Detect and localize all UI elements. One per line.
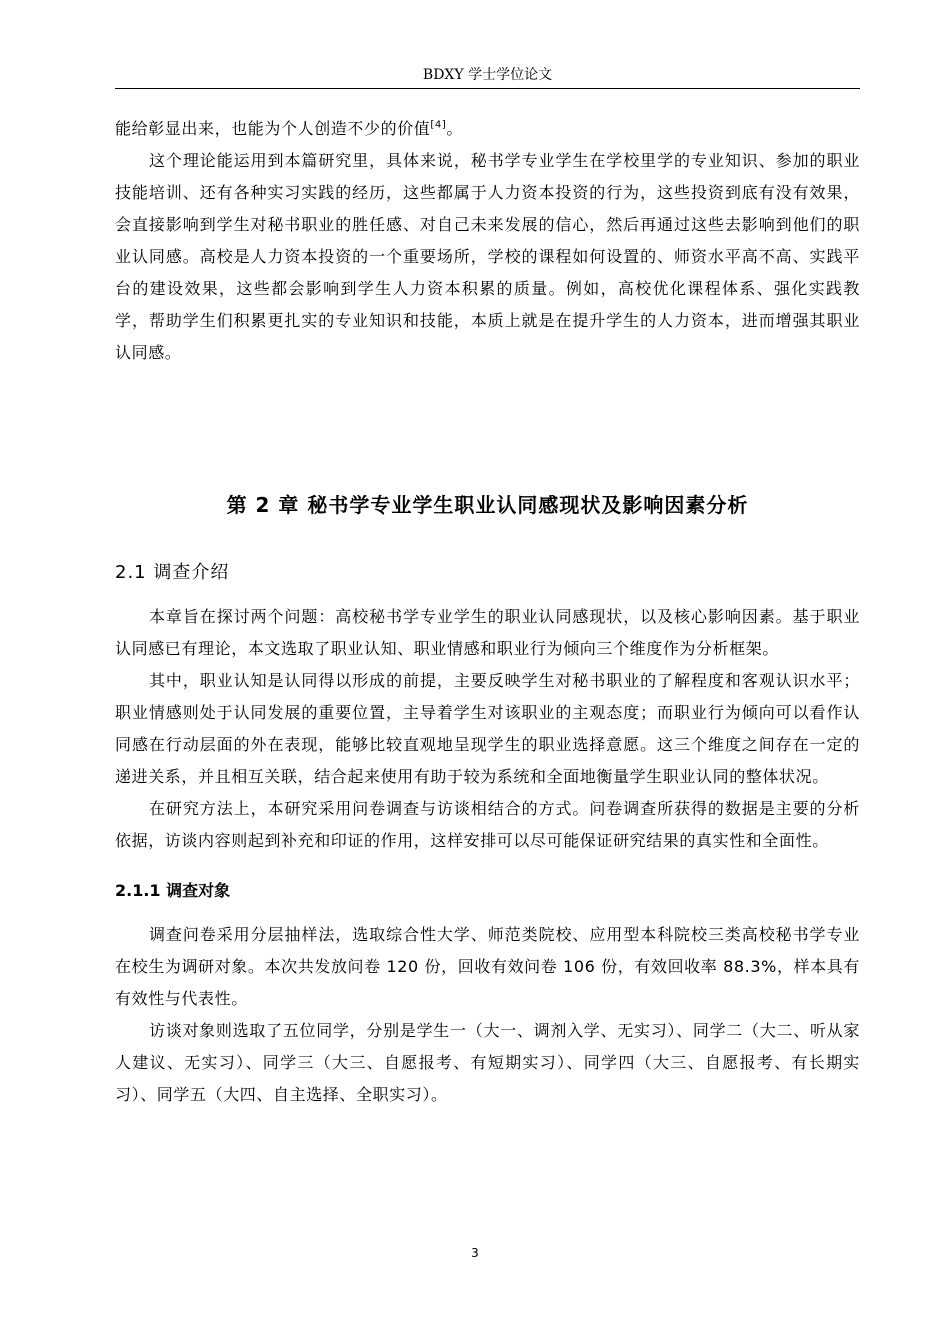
paragraph: 调查问卷采用分层抽样法，选取综合性大学、师范类院校、应用型本科院校三类高校秘书学专业在校生为调研对象。本次共发放问卷 120 份，回收有效问卷 106 份，有效回收率 88.3%，样本具有有效性与代表性。: [115, 925, 860, 1008]
page-header: [115, 62, 860, 89]
page-number: 3: [471, 1246, 479, 1260]
header-title: BDXY 学士学位论文: [422, 67, 553, 83]
paragraph-continued: [115, 113, 860, 145]
paragraph-end: 。: [446, 119, 463, 138]
paragraph-theory: 这个理论能运用到本篇研究里，具体来说，秘书学专业学生在学校里学的专业知识、参加的职业技能培训、还有各种实习实践的经历，这些都属于人力资本投资的行为，这些投资到底有没有效果，会直接影响到学生对秘书职业的胜任感、对自己未来发展的信心，然后再通过这些去影响到他们的职业认同感。高校是人力资本投资的一个重要场所，学校的课程如何设置的、师资水平高不高、实践平台的建设效果，这些都会影响到学生人力资本积累的质量。例如，高校优化课程体系、强化实践教学，帮助学生们积累更扎实的专业知识和技能，本质上就是在提升学生的人力资本，进而增强其职业认同感。: [115, 151, 860, 362]
chapter-title: 第 2 章 秘书学专业学生职业认同感现状及影响因素分析: [226, 493, 749, 517]
citation-ref: [4]: [430, 119, 447, 131]
page-body: [115, 113, 860, 1111]
paragraph-text: 能给彰显出来，也能为个人创造不少的价值: [115, 119, 431, 138]
paragraph: 本章旨在探讨两个问题：高校秘书学专业学生的职业认同感现状，以及核心影响因素。基于职业认同感已有理论，本文选取了职业认知、职业情感和职业行为倾向三个维度作为分析框架。: [115, 607, 860, 658]
paragraph: 其中，职业认知是认同得以形成的前提，主要反映学生对秘书职业的了解程度和客观认识水平；职业情感则处于认同发展的重要位置，主导着学生对该职业的主观态度；而职业行为倾向可以看作认同感在行动层面的外在表现，能够比较直观地呈现学生的职业选择意愿。这三个维度之间存在一定的递进关系，并且相互关联，结合起来使用有助于较为系统和全面地衡量学生职业认同的整体状况。: [115, 671, 860, 786]
paragraph: 在研究方法上，本研究采用问卷调查与访谈相结合的方式。问卷调查所获得的数据是主要的分析依据，访谈内容则起到补充和印证的作用，这样安排可以尽可能保证研究结果的真实性和全面性。: [115, 799, 860, 850]
section-heading-2-1: 2.1 调查介绍: [115, 562, 230, 583]
paragraph: 访谈对象则选取了五位同学，分别是学生一（大一、调剂入学、无实习）、同学二（大二、听从家人建议、无实习）、同学三（大三、自愿报考、有短期实习）、同学四（大三、自愿报考、有长期实习）、同学五（大四、自主选择、全职实习）。: [115, 1021, 860, 1104]
section-heading-2-1-1: 2.1.1 调查对象: [115, 881, 231, 900]
